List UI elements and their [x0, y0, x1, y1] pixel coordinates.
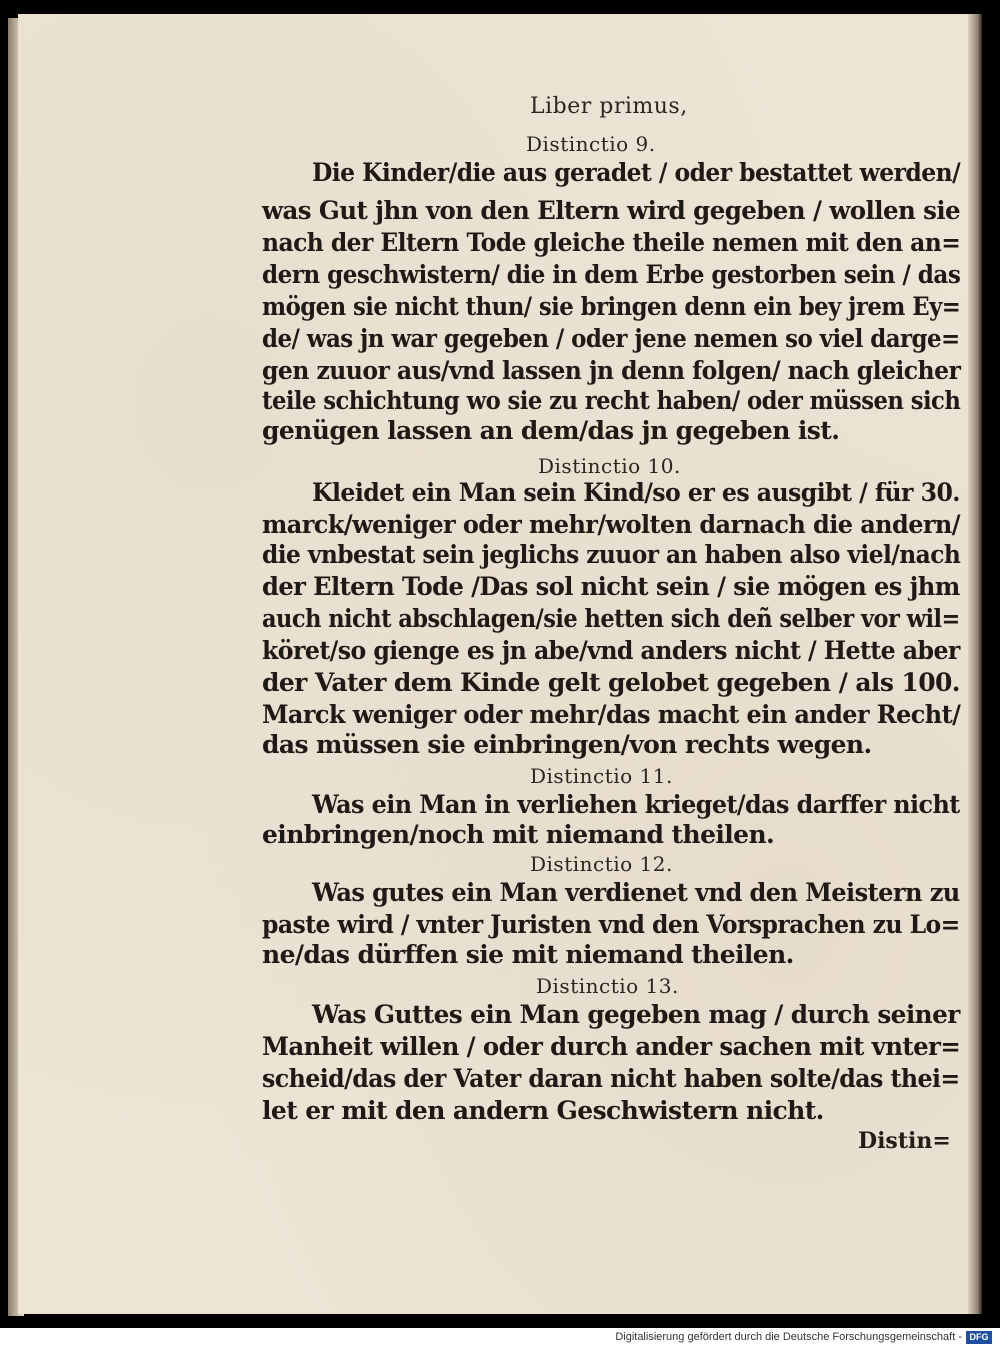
- text-line: einbringen/noch mit niemand theilen.: [262, 820, 775, 849]
- section-heading: Distinctio 11.: [530, 764, 673, 788]
- text-line: dern geschwistern/ die in dem Erbe gestorben sein / das: [262, 260, 961, 289]
- text-line: marck/weniger oder mehr/wolten darnach die andern/: [262, 510, 960, 539]
- text-line: der Eltern Tode /Das sol nicht sein / sie mögen es jhm: [262, 572, 960, 601]
- text-line: was Gut jhn von den Eltern wird gegeben / wollen sie: [262, 196, 961, 225]
- book-right-edge: [968, 14, 982, 1314]
- text-line: Marck weniger oder mehr/das macht ein ander Recht/: [262, 700, 961, 729]
- footer-credit: Digitalisierung gefördert durch die Deutsche Forschungsgemeinschaft -: [615, 1331, 962, 1343]
- text-line: teile schichtung wo sie zu recht haben/ oder müssen sich: [262, 386, 961, 415]
- text-line: de/ was jn war gegeben / oder jene nemen so viel darge=: [262, 324, 960, 353]
- text-line: das müssen sie einbringen/von rechts wegen.: [262, 730, 872, 759]
- text-line: Was Guttes ein Man gegeben mag / durch seiner: [312, 1000, 960, 1029]
- text-line: paste wird / vnter Juristen vnd den Vorsprachen zu Lo=: [262, 910, 960, 939]
- text-line: Was gutes ein Man verdienet vnd den Meistern zu: [312, 878, 960, 907]
- text-line: nach der Eltern Tode gleiche theile nemen mit den an=: [262, 228, 961, 257]
- section-heading: Distinctio 10.: [538, 454, 681, 478]
- text-line: Was ein Man in verliehen krieget/das darffer nicht: [312, 790, 960, 819]
- text-line: mögen sie nicht thun/ sie bringen denn ein bey jrem Ey=: [262, 292, 961, 321]
- text-line: genügen lassen an dem/das jn gegeben ist.: [262, 416, 840, 445]
- text-line: die vnbestat sein jeglichs zuuor an haben also viel/nach: [262, 540, 961, 569]
- text-line: köret/so gienge es jn abe/vnd anders nicht / Hette aber: [262, 636, 960, 665]
- footer-bar: [0, 1328, 1000, 1348]
- section-heading: Distinctio 13.: [536, 974, 679, 998]
- catchword: Distin=: [858, 1128, 951, 1154]
- text-line: let er mit den andern Geschwistern nicht.: [262, 1096, 824, 1125]
- text-line: auch nicht abschlagen/sie hetten sich deñ selber vor wil=: [262, 604, 960, 633]
- text-line: ne/das dürffen sie mit niemand theilen.: [262, 940, 794, 969]
- dfg-logo[interactable]: DFG: [966, 1331, 992, 1344]
- text-line: Die Kinder/die aus geradet / oder bestattet werden/: [312, 158, 961, 187]
- section-heading: Distinctio 12.: [530, 852, 673, 876]
- text-line: Manheit willen / oder durch ander sachen mit vnter=: [262, 1032, 961, 1061]
- section-heading: Distinctio 9.: [526, 132, 656, 156]
- text-line: gen zuuor aus/vnd lassen jn denn folgen/ nach gleicher: [262, 356, 961, 385]
- text-line: Kleidet ein Man sein Kind/so er es ausgibt / für 30.: [312, 478, 960, 507]
- text-line: der Vater dem Kinde gelt gelobet gegeben / als 100.: [262, 668, 960, 697]
- text-line: scheid/das der Vater daran nicht haben solte/das thei=: [262, 1064, 960, 1093]
- running-head: Liber primus,: [530, 94, 688, 119]
